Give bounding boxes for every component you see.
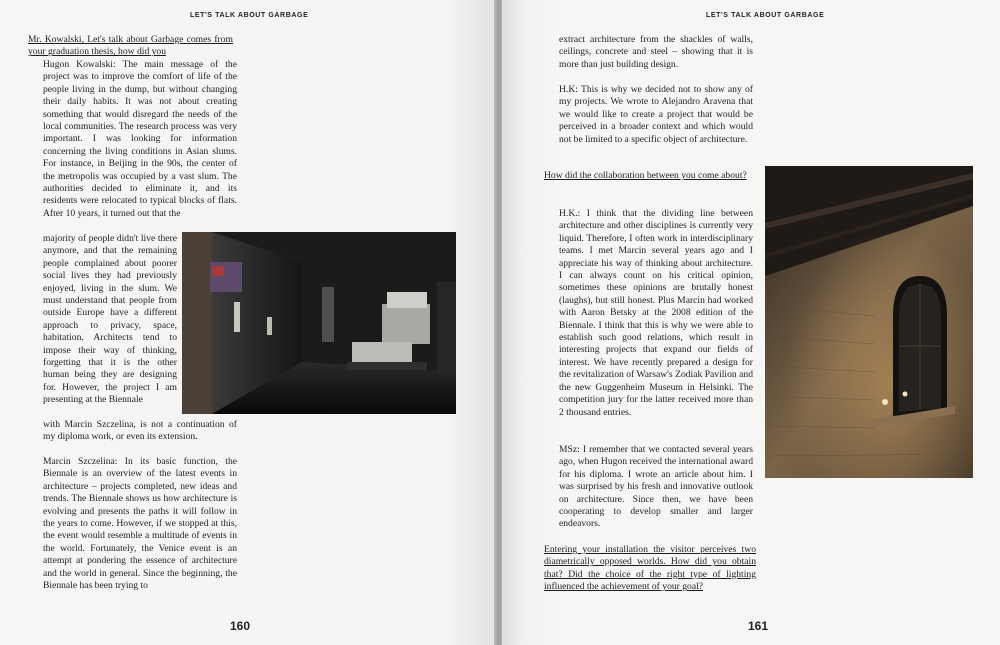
question-3: Entering your installation the visitor perceives two diametrically opposed worlds. How did you obtain that? Did the choice of the right type of lighting influenced the achievement of your goal? — [544, 544, 756, 593]
running-head-right: LET'S TALK ABOUT GARBAGE — [706, 12, 825, 19]
page-number-right: 161 — [748, 619, 769, 633]
question-2: How did the collaboration between you come about? — [544, 170, 747, 181]
answer-msz: MSz: I remember that we contacted several years ago, when Hugon received the international award for his diploma. I wrote an article about him. I was surprised by his fresh and innovative outlook on architecture. Since then, we have been cooperating to develop smaller and larger endeavors. — [559, 444, 753, 530]
question-2-block — [544, 170, 749, 182]
answer-1a: Hugon Kowalski: The main message of the project was to improve the comfort of life of the people living in the dump, but without changing their daily habits. It was not about creating something that would disregard the needs of the local communities. The research process was very important. I was looking for information concerning the living conditions in Asian slums. For instance, in Beijing in the 90s, the center of the metropolis was occupied by a vast slum. The authorities decided to eliminate it, and its residents were relocated to typical blocks of flats. After 10 years, it turned out that the — [43, 59, 237, 219]
continued-text: extract architecture from the shackles of walls, ceilings, concrete and steel – showing that it is more than just building design. — [559, 34, 753, 70]
question-1: Mr. Kowalski, Let's talk about Garbage comes from your graduation thesis, how did you — [28, 34, 233, 58]
question-1-block — [28, 34, 233, 59]
answer-1b: majority of people didn't live there anymore, and that the remaining people complained about poorer social lives they had previously enjoyed, living in the slum. We must understand that people from outside Europe have a different approach to privacy, space, habitation. Architects tend to impose their way of thinking, forgetting that it is the other human being they are designing for. However, the project I am presenting at the Biennale — [43, 233, 177, 406]
exhibition-corridor-photo — [182, 232, 456, 414]
question-3-block — [544, 544, 756, 594]
answer-1c: with Marcin Szczelina, is not a continuation of my diploma work, or even its extension. — [43, 419, 237, 443]
answer-hk: H.K: This is why we decided not to show any of my projects. We wrote to Alejandro Aravena that we would like to create a project that would be perceived in a broader context and which would not be limited to a specific object of architecture. — [559, 84, 753, 145]
answer-hk2: H.K.: I think that the dividing line between architecture and other disciplines is currently very liquid. Therefore, I often work in interdisciplinary teams. I met Marcin several years ago and I appreciate his way of thinking about architecture. I can always count on his critical opinion, sometimes these opinions are brutally honest (laughs), but still honest. Plus Marcin had worked with Aaron Betsky at the 2008 edition of the Biennale. I think that this is why we were able to establish such good relations, which result in interesting projects that expand our fields of interest. We have recently prepared a design for the revitalization of Warsaw's Zodiak Pavilion and the new Guggenheim Museum in Helsinki. The competition jury for the latter received more than 2 thousand entries. — [559, 208, 753, 418]
brick-interior-photo — [765, 166, 973, 478]
page-number-left: 160 — [230, 619, 251, 633]
running-head-left: LET'S TALK ABOUT GARBAGE — [190, 12, 309, 19]
answer-2: Marcin Szczelina: In its basic function, the Biennale is an overview of the latest events in architecture – projects completed, new ideas and trends. The Biennale shows us how architecture is evolving and presents the paths it will follow in the years to come. However, if we stopped at this, the event would resemble a multitude of events in the world. Fortunately, the Venice event is an attempt at pondering the essence of architecture and the world in general. Since the beginning, the Biennale has been trying to — [43, 456, 237, 592]
